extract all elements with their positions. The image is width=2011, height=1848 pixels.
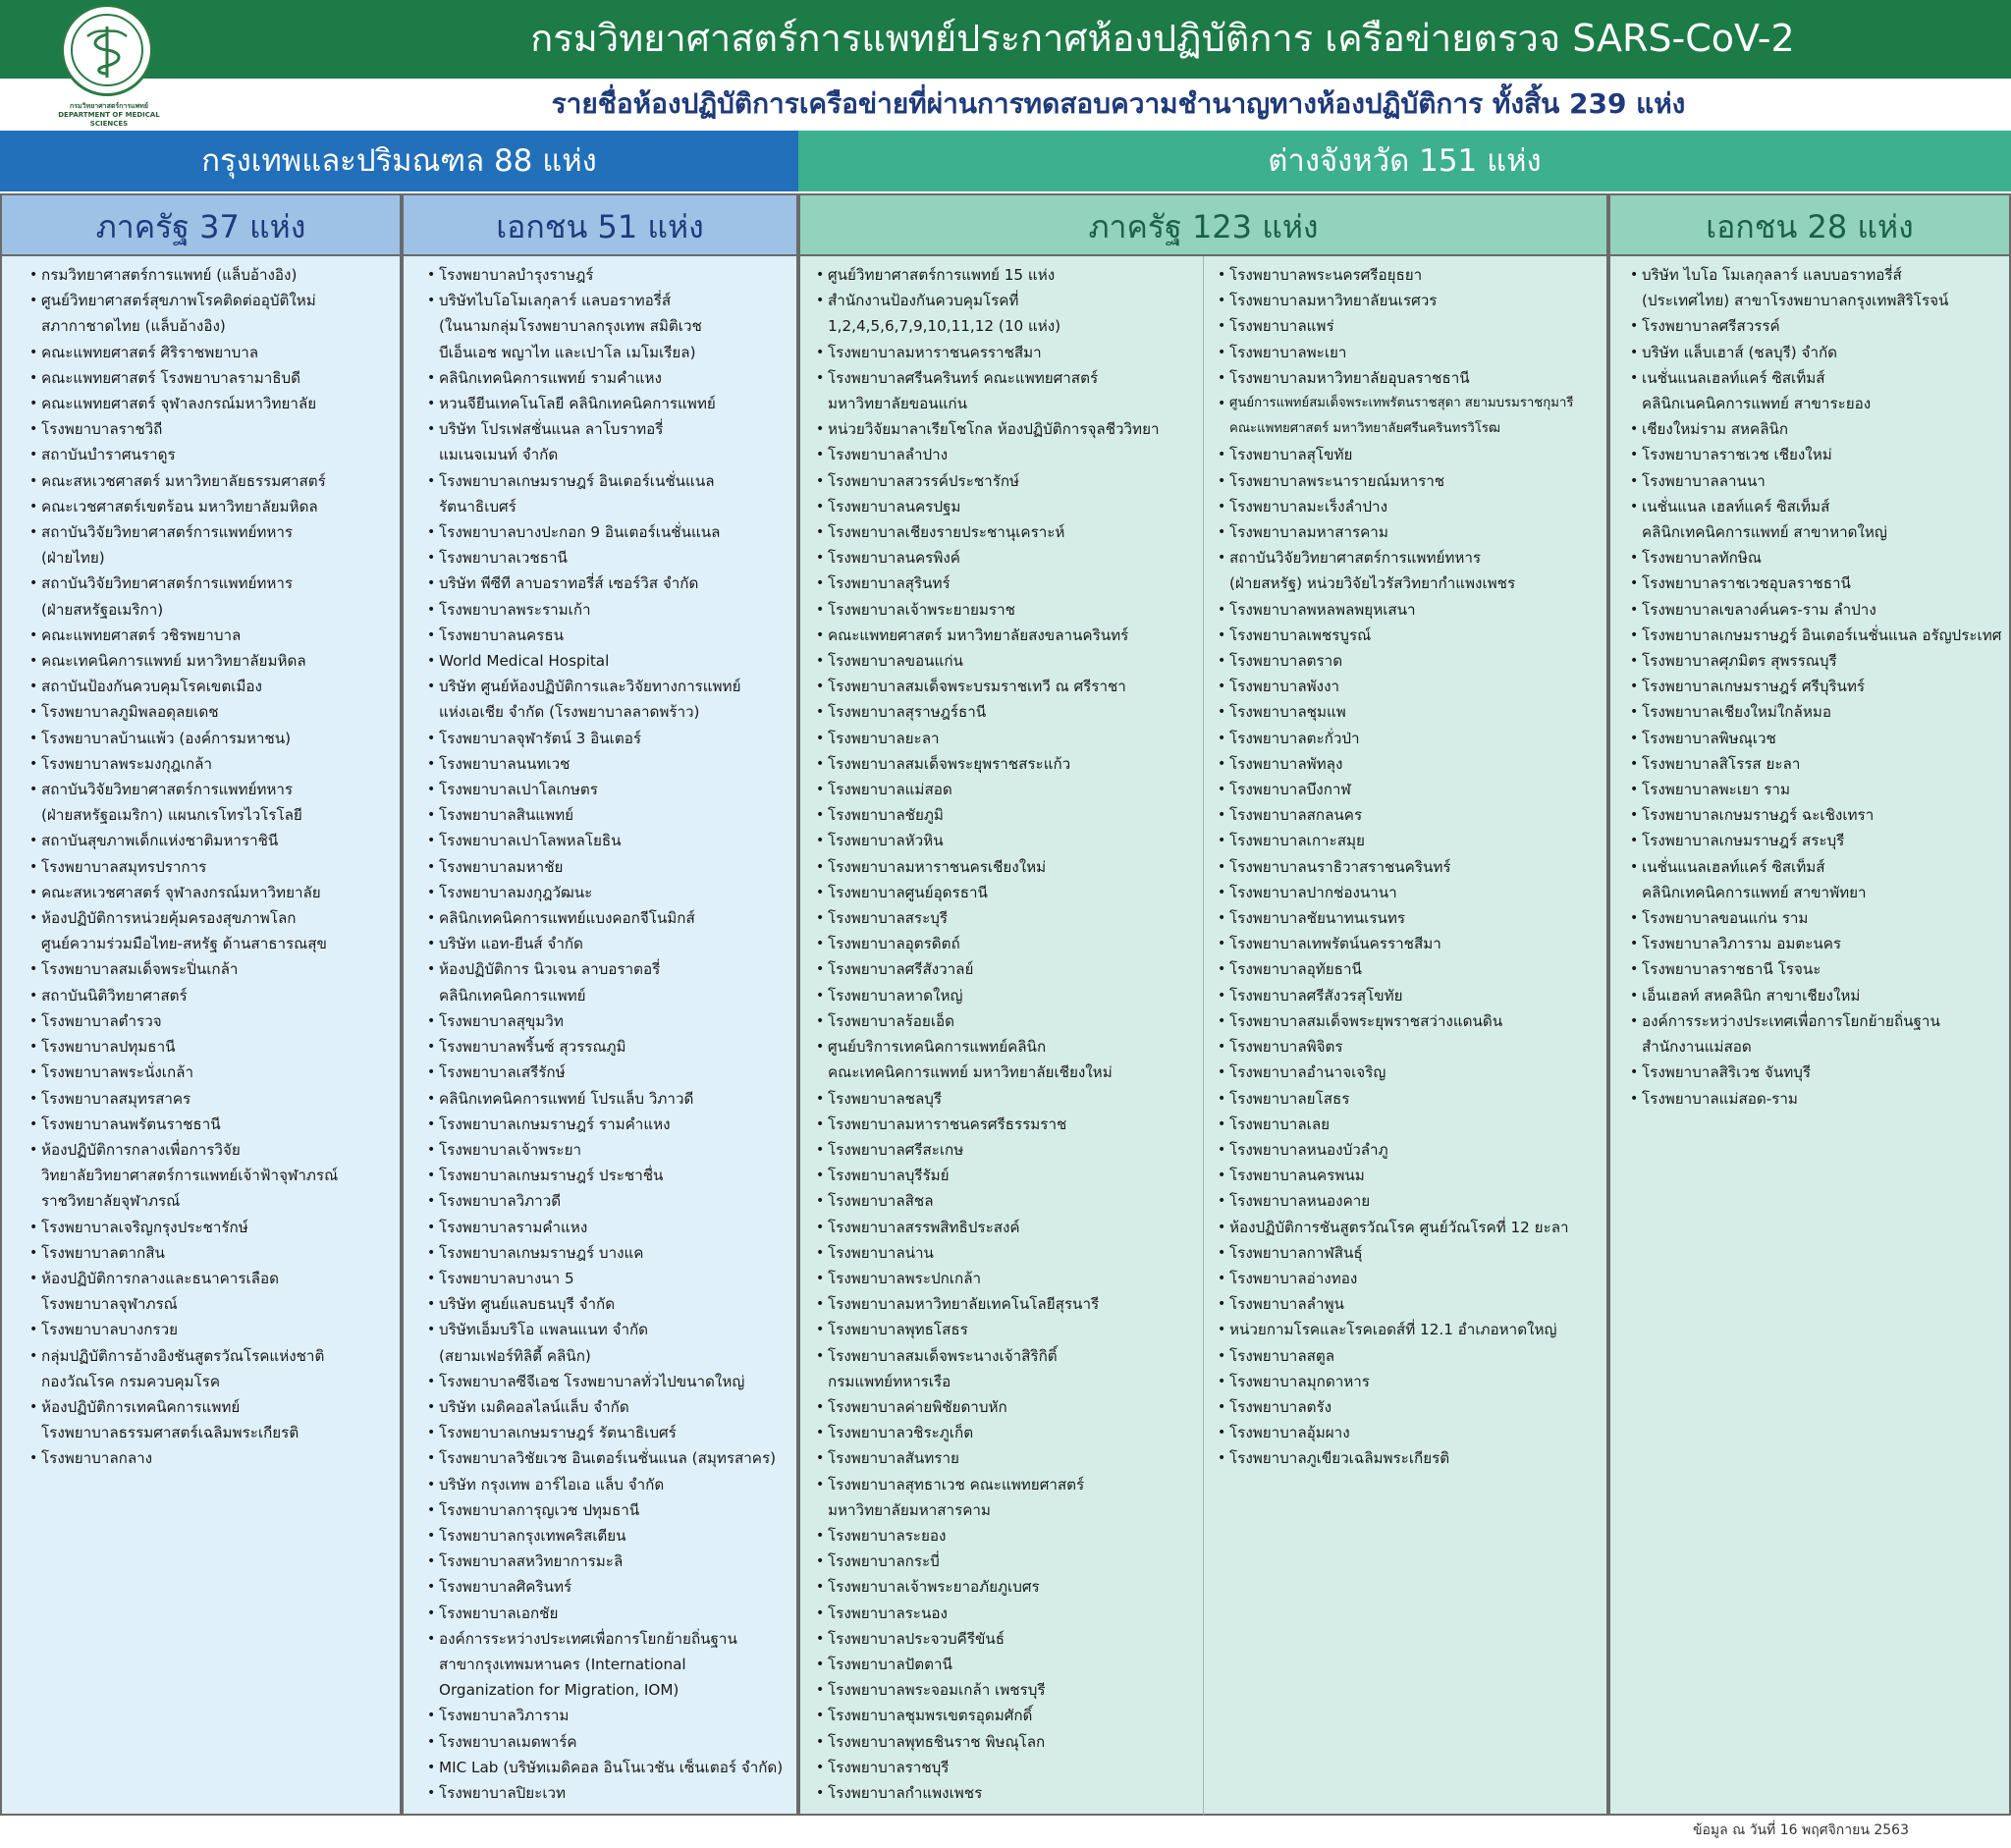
lab-list-item: • โรงพยาบาลพิจิตร	[1204, 1034, 1601, 1060]
lab-list-item: • โรงพยาบาลซีจีเอช โรงพยาบาลทั่วไปขนาดใหญ่	[404, 1369, 790, 1394]
lab-list-item: • ห้องปฏิบัติการชันสูตรวัณโรค ศูนย์วัณโรคที่ 12 ยะลา	[1204, 1215, 1601, 1240]
lab-list-item: • โรงพยาบาลบางนา 5	[404, 1266, 790, 1291]
lab-list-item: • บริษัท ศูนย์แลบธนบุรี จำกัด	[404, 1291, 790, 1317]
lab-list-item: • โรงพยาบาลเกษมราษฎร์ ฉะเชิงเทรา	[1610, 802, 2003, 828]
lab-list-item: • บริษัท กรุงเทพ อาร์ไอเอ แล็บ จำกัด	[404, 1472, 790, 1497]
lab-list-item: • โรงพยาบาลเสรีรักษ์	[404, 1060, 790, 1085]
lab-list-item: • สถาบันวิจัยวิทยาศาสตร์การแพทย์ทหาร (ฝ่ายสหรัฐอเมริกา) แผนกเรโทรไวโรโลยี	[2, 777, 394, 828]
bangkok-private-column	[402, 256, 798, 1816]
lab-list-item: • คณะแพทยศาสตร์ โรงพยาบาลรามาธิบดี	[2, 365, 394, 391]
lab-list-item: • โรงพยาบาลสรรพสิทธิประสงค์	[800, 1215, 1197, 1240]
lab-list-item: • โรงพยาบาลบำรุงราษฎร์	[404, 262, 790, 288]
lab-list-item: • โรงพยาบาลวิภาราม อมตะนคร	[1610, 931, 2003, 956]
lab-list-item: • โรงพยาบาลกำแพงเพชร	[800, 1780, 1197, 1806]
lab-list-item: • โรงพยาบาลบุรีรัมย์	[800, 1163, 1197, 1188]
lab-list-item: • โรงพยาบาลเกษมราษฎร์ อินเตอร์เนชั่นแนล อรัญประเทศ	[1610, 623, 2003, 648]
lab-list-item: • โรงพยาบาลมงกุฎวัฒนะ	[404, 880, 790, 905]
lab-list-item: • โรงพยาบาลพระนั่งเกล้า	[2, 1060, 394, 1085]
lab-list-item: • โรงพยาบาลเชียงใหม่ใกล้หมอ	[1610, 699, 2003, 725]
provinces-public-column-left	[798, 256, 1204, 1816]
lab-list-item: • องค์การระหว่างประเทศเพื่อการโยกย้ายถิ่นฐาน สำนักงานแม่สอด	[1610, 1008, 2003, 1060]
lab-list-item: • คณะแพทยศาสตร์ จุฬาลงกรณ์มหาวิทยาลัย	[2, 391, 394, 416]
lab-list-item: • บริษัท เมดิคอลไลน์แล็บ จำกัด	[404, 1394, 790, 1420]
lab-list-item: • โรงพยาบาลเชียงรายประชานุเคราะห์	[800, 519, 1197, 545]
lab-list-item: • โรงพยาบาลบ้านแพ้ว (องค์การมหาชน)	[2, 726, 394, 751]
lab-list-item: • โรงพยาบาลนครพนม	[1204, 1163, 1601, 1188]
lab-list-item: • โรงพยาบาลศูนย์อุดรธานี	[800, 880, 1197, 905]
lab-list-item: • โรงพยาบาลวิชัยเวช อินเตอร์เนชั่นแนล (สมุทรสาคร)	[404, 1445, 790, 1471]
lab-list-item: • โรงพยาบาลบึงกาฬ	[1204, 777, 1601, 802]
lab-list-item: • โรงพยาบาลสมเด็จพระยุพราชสระแก้ว	[800, 751, 1197, 777]
lab-list-item: • โรงพยาบาลลำปาง	[800, 442, 1197, 467]
lab-list-item: • คลินิกเทคนิคการแพทย์ รามคำแหง	[404, 365, 790, 391]
lab-list-item: • โรงพยาบาลนครปฐม	[800, 494, 1197, 519]
lab-list-item: • โรงพยาบาลทักษิณ	[1610, 545, 2003, 571]
lab-list-item: • คณะเทคนิคการแพทย์ มหาวิทยาลัยมหิดล	[2, 648, 394, 674]
lab-list-item: • โรงพยาบาลเกาะสมุย	[1204, 828, 1601, 853]
sector-provinces-public-header: ภาครัฐ 123 แห่ง	[798, 193, 1608, 256]
lab-list-item: • โรงพยาบาลเมดพาร์ค	[404, 1729, 790, 1755]
lab-list-item: • โรงพยาบาลร้อยเอ็ด	[800, 1008, 1197, 1034]
lab-list-item: • โรงพยาบาลราชเวช เชียงใหม่	[1610, 442, 2003, 467]
lab-list-item: • สถาบันบำราศนราดูร	[2, 442, 394, 467]
region-bangkok-header: กรุงเทพและปริมณฑล 88 แห่ง	[0, 131, 798, 191]
lab-list-item: • โรงพยาบาลพระนารายณ์มหาราช	[1204, 468, 1601, 494]
lab-list-item: • โรงพยาบาลชุมแพ	[1204, 699, 1601, 725]
lab-list-item: • โรงพยาบาลสระบุรี	[800, 905, 1197, 931]
lab-list-item: • โรงพยาบาลมะเร็งลำปาง	[1204, 494, 1601, 519]
lab-list-item: • สถาบันป้องกันควบคุมโรคเขตเมือง	[2, 674, 394, 699]
lab-list-item: • สถาบันวิจัยวิทยาศาสตร์การแพทย์ทหาร (ฝ่ายสหรัฐ) หน่วยวิจัยไวรัสวิทยากำแพงเพชร	[1204, 545, 1601, 596]
lab-list-item: • โรงพยาบาลปากช่องนานา	[1204, 880, 1601, 905]
lab-list-item: • เนชั่นแนล เฮลท์แคร์ ซิสเท็มส์ คลินิกเทคนิคการแพทย์ สาขาหาดใหญ่	[1610, 494, 2003, 545]
lab-list-item: • โรงพยาบาลมหาวิทยาลัยเทคโนโลยีสุรนารี	[800, 1291, 1197, 1317]
lab-list-item: • โรงพยาบาลปทุมธานี	[2, 1034, 394, 1060]
lab-list-item: • โรงพยาบาลราชเวชอุบลราชธานี	[1610, 571, 2003, 596]
lab-list-item: • ศูนย์การแพทย์สมเด็จพระเทพรัตนราชสุดา สยามบรมราชกุมารี คณะแพทยศาสตร์ มหาวิทยาลัยศรีนครินทรวิโรฒ	[1204, 391, 1601, 442]
lab-list-item: • เนชั่นแนลเฮลท์แคร์ ซิสเท็มส์ คลินิกเนคนิคการแพทย์ สาขาระยอง	[1610, 365, 2003, 416]
lab-list-item: • โรงพยาบาลขอนแก่น ราม	[1610, 905, 2003, 931]
lab-list-item: • โรงพยาบาลอุตรดิตถ์	[800, 931, 1197, 956]
lab-list-item: • โรงพยาบาลเขลางค์นคร-ราม ลำปาง	[1610, 597, 2003, 623]
bangkok-public-column	[0, 256, 402, 1816]
lab-list-item: • โรงพยาบาลน่าน	[800, 1240, 1197, 1266]
lab-list-item: • โรงพยาบาลกรุงเทพคริสเตียน	[404, 1523, 790, 1549]
lab-list-item: • MIC Lab (บริษัทเมดิคอล อินโนเวชัน เซ็นเตอร์ จำกัด)	[404, 1755, 790, 1780]
lab-list-item: • คณะสหเวชศาสตร์ มหาวิทยาลัยธรรมศาสตร์	[2, 468, 394, 494]
lab-list-item: • หน่วยวิจัยมาลาเรียโชโกล ห้องปฏิบัติการจุลชีววิทยา	[800, 416, 1197, 442]
lab-list-item: • โรงพยาบาลสตูล	[1204, 1343, 1601, 1369]
lab-list-item: • โรงพยาบาลนครธน	[404, 623, 790, 648]
lab-list-item: • คลินิกเทคนิคการแพทย์แบงคอกจีโนมิกส์	[404, 905, 790, 931]
lab-list-item: • โรงพยาบาลเกษมราษฎร์ รัตนาธิเบศร์	[404, 1420, 790, 1445]
lab-list-item: • โรงพยาบาลเปาโลเกษตร	[404, 777, 790, 802]
lab-list-item: • โรงพยาบาลบางกรวย	[2, 1317, 394, 1342]
sector-provinces-private-header: เอกชน 28 แห่ง	[1608, 193, 2011, 256]
lab-list-item: • โรงพยาบาลตำรวจ	[2, 1008, 394, 1034]
logo-caption: กรมวิทยาศาสตร์การแพทย์ DEPARTMENT OF MEDICAL SCIENCES	[58, 102, 160, 128]
lab-list-item: • ศูนย์วิทยาศาสตร์การแพทย์ 15 แห่ง	[800, 262, 1197, 288]
lab-list-item: • ห้องปฏิบัติการ นิวเจน ลาบอราตอรี่ คลินิกเทคนิคการแพทย์	[404, 956, 790, 1007]
lab-list-item: • โรงพยาบาลสมุทรปราการ	[2, 854, 394, 880]
lab-list-item: • โรงพยาบาลปัตตานี	[800, 1652, 1197, 1677]
lab-list-item: • โรงพยาบาลอ่างทอง	[1204, 1266, 1601, 1291]
lab-list-item: • โรงพยาบาลอุทัยธานี	[1204, 956, 1601, 982]
lab-list-item: • โรงพยาบาลแพร่	[1204, 313, 1601, 339]
lab-list-item: • โรงพยาบาลขอนแก่น	[800, 648, 1197, 674]
lab-list-item: • โรงพยาบาลกระบี่	[800, 1549, 1197, 1574]
lab-list-item: • โรงพยาบาลพิษณุเวช	[1610, 726, 2003, 751]
lab-list-item: • โรงพยาบาลวิภาราม	[404, 1703, 790, 1728]
lab-list-item: • คลินิกเทคนิคการแพทย์ โปรแล็บ วิภาวดี	[404, 1086, 790, 1112]
data-date-note: ข้อมูล ณ วันที่ 16 พฤศจิกายน 2563	[1692, 1822, 1909, 1838]
lab-list-item: • ห้องปฏิบัติการหน่วยคุ้มครองสุขภาพโลก ศูนย์ความร่วมมือไทย-สหรัฐ ด้านสาธารณสุข	[2, 905, 394, 956]
lab-list-item: • โรงพยาบาลพริ้นซ์ สุวรรณภูมิ	[404, 1034, 790, 1060]
lab-list-item: • โรงพยาบาลมหาชัย	[404, 854, 790, 880]
lab-list-item: • โรงพยาบาลพระมงกุฎเกล้า	[2, 751, 394, 777]
lab-list-item: • โรงพยาบาลราชวิถี	[2, 416, 394, 442]
lab-list-item: • สถาบันวิจัยวิทยาศาสตร์การแพทย์ทหาร (ฝ่ายสหรัฐอเมริกา)	[2, 571, 394, 622]
lab-list-item: • กรมวิทยาศาสตร์การแพทย์ (แล็บอ้างอิง)	[2, 262, 394, 288]
lab-list-item: • โรงพยาบาลนราธิวาสราชนครินทร์	[1204, 854, 1601, 880]
lab-list-item: • โรงพยาบาลรามคำแหง	[404, 1215, 790, 1240]
lab-list-item: • โรงพยาบาลการุญเวช ปทุมธานี	[404, 1497, 790, 1523]
lab-list-item: • โรงพยาบาลสมเด็จพระบรมราชเทวี ณ ศรีราชา	[800, 674, 1197, 699]
lab-list-item: • โรงพยาบาลนพรัตนราชธานี	[2, 1112, 394, 1137]
sector-bangkok-private-header: เอกชน 51 แห่ง	[402, 193, 798, 256]
page-subtitle: รายชื่อห้องปฏิบัติการเครือข่ายที่ผ่านการทดสอบความชำนาญทางห้องปฏิบัติการ ทั้งสิ้น 239 แห่ง	[551, 87, 1686, 120]
header-bar	[0, 0, 2011, 79]
lab-list-item: • โรงพยาบาลหัวหิน	[800, 828, 1197, 853]
lab-list-item: • ศูนย์วิทยาศาสตร์สุขภาพโรคติดต่ออุบัติใหม่ สภากาชาดไทย (แล็บอ้างอิง)	[2, 288, 394, 339]
lab-list-item: • โรงพยาบาลราชธานี โรจนะ	[1610, 956, 2003, 982]
lab-list-item: • โรงพยาบาลสิชล	[800, 1188, 1197, 1214]
lab-list-item: • ศูนย์บริการเทคนิคการแพทย์คลินิก คณะเทคนิคการแพทย์ มหาวิทยาลัยเชียงใหม่	[800, 1034, 1197, 1085]
lab-list-item: • บริษัท ศูนย์ห้องปฏิบัติการและวิจัยทางการแพทย์ แห่งเอเชีย จำกัด (โรงพยาบาลลาดพร้าว)	[404, 674, 790, 725]
lab-list-item: • โรงพยาบาลศรีนครินทร์ คณะแพทยศาสตร์ มหาวิทยาลัยขอนแก่น	[800, 365, 1197, 416]
lab-list-item: • โรงพยาบาลมหาสารคาม	[1204, 519, 1601, 545]
lab-list-item: • โรงพยาบาลระยอง	[800, 1523, 1197, 1549]
lab-list-item: • โรงพยาบาลตราด	[1204, 648, 1601, 674]
lab-list-item: • โรงพยาบาลสินแพทย์	[404, 802, 790, 828]
lab-list-item: • โรงพยาบาลบางปะกอก 9 อินเตอร์เนชั่นแนล	[404, 519, 790, 545]
lab-list-item: • โรงพยาบาลพังงา	[1204, 674, 1601, 699]
lab-list-item: • โรงพยาบาลศุภมิตร สุพรรณบุรี	[1610, 648, 2003, 674]
lab-list-item: • โรงพยาบาลหนองคาย	[1204, 1188, 1601, 1214]
lab-list-item: • โรงพยาบาลค่ายพิชัยดาบหัก	[800, 1394, 1197, 1420]
lab-list-item: • โรงพยาบาลแม่สอด-ราม	[1610, 1086, 2003, 1112]
sector-bangkok-public-header: ภาครัฐ 37 แห่ง	[0, 193, 402, 256]
lab-list-item: • ห้องปฏิบัติการกลางและธนาคารเลือด โรงพยาบาลจุฬาภรณ์	[2, 1266, 394, 1317]
lab-list-item: • โรงพยาบาลกลาง	[2, 1445, 394, 1471]
lab-list-item: • สถาบันนิติวิทยาศาสตร์	[2, 983, 394, 1008]
lab-list-item: • คณะแพทยศาสตร์ ศิริราชพยาบาล	[2, 340, 394, 365]
lab-list-item: • โรงพยาบาลสวรรค์ประชารักษ์	[800, 468, 1197, 494]
lab-list-item: • โรงพยาบาลอำนาจเจริญ	[1204, 1060, 1601, 1085]
lab-list-item: • โรงพยาบาลสมุทรสาคร	[2, 1086, 394, 1112]
lab-list-item: • โรงพยาบาลสุโขทัย	[1204, 442, 1601, 467]
lab-list-item: • สำนักงานป้องกันควบคุมโรคที่ 1,2,4,5,6,7,9,10,11,12 (10 แห่ง)	[800, 288, 1197, 339]
lab-list-item: • โรงพยาบาลตรัง	[1204, 1394, 1601, 1420]
lab-list-item: • โรงพยาบาลมหาวิทยาลัยนเรศวร	[1204, 288, 1601, 313]
lab-list-item: • โรงพยาบาลมหาราชนครศรีธรรมราช	[800, 1112, 1197, 1137]
lab-list-item: • คณะสหเวชศาสตร์ จุฬาลงกรณ์มหาวิทยาลัย	[2, 880, 394, 905]
lab-list-item: • โรงพยาบาลศรีสังวาลย์	[800, 956, 1197, 982]
lab-list-item: • โรงพยาบาลจุฬารัตน์ 3 อินเตอร์	[404, 726, 790, 751]
lab-list-item: • โรงพยาบาลมหาราชนครราชสีมา	[800, 340, 1197, 365]
lab-list-item: • โรงพยาบาลเพชรบูรณ์	[1204, 623, 1601, 648]
provinces-private-column	[1608, 256, 2011, 1816]
lab-list-item: • โรงพยาบาลพะเยา ราม	[1610, 777, 2003, 802]
lab-list-item: • บริษัท พีซีที ลาบอราทอรี่ส์ เซอร์วิส จำกัด	[404, 571, 790, 596]
lab-list-item: • โรงพยาบาลสุทธาเวช คณะแพทยศาสตร์ มหาวิทยาลัยมหาสารคาม	[800, 1472, 1197, 1523]
lab-list-item: • โรงพยาบาลมหาวิทยาลัยอุบลราชธานี	[1204, 365, 1601, 391]
page-title: กรมวิทยาศาสตร์การแพทย์ประกาศห้องปฏิบัติการ เครือข่ายตรวจ SARS-CoV-2	[530, 17, 1795, 60]
lab-list-item: • โรงพยาบาลเวชธานี	[404, 545, 790, 571]
lab-list-item: • โรงพยาบาลชัยภูมิ	[800, 802, 1197, 828]
lab-list-item: • เนชั่นแนลเฮลท์แคร์ ซิสเท็มส์ คลินิกเทคนิคการแพทย์ สาขาพัทยา	[1610, 854, 2003, 905]
lab-list-item: • สถาบันสุขภาพเด็กแห่งชาติมหาราชินี	[2, 828, 394, 853]
lab-list-item: • หน่วยกามโรคและโรคเอดส์ที่ 12.1 อำเภอหาดใหญ่	[1204, 1317, 1601, 1342]
lab-list-item: • โรงพยาบาลระนอง	[800, 1601, 1197, 1626]
lab-list-item: • โรงพยาบาลภูมิพลอดุลยเดช	[2, 699, 394, 725]
lab-list-item: • เชียงใหม่ราม สหคลินิก	[1610, 416, 2003, 442]
lab-list-item: • บริษัทเอ็มบริโอ แพลนแนท จำกัด (สยามเฟอร์ทิลิตี้ คลินิก)	[404, 1317, 790, 1368]
lab-list-item: • คณะเวชศาสตร์เขตร้อน มหาวิทยาลัยมหิดล	[2, 494, 394, 519]
lab-list-item: • โรงพยาบาลชุมพรเขตรอุดมศักดิ์	[800, 1703, 1197, 1728]
lab-list-item: • โรงพยาบาลศรีสวรรค์	[1610, 313, 2003, 339]
lab-list-item: • โรงพยาบาลเจ้าพระยา	[404, 1137, 790, 1163]
lab-list-item: • โรงพยาบาลภูเขียวเฉลิมพระเกียรติ	[1204, 1445, 1601, 1471]
lab-list-item: • โรงพยาบาลพระรามเก้า	[404, 597, 790, 623]
lab-list-item: • โรงพยาบาลพุทธชินราช พิษณุโลก	[800, 1729, 1197, 1755]
lab-list-item: • โรงพยาบาลเลย	[1204, 1112, 1601, 1137]
lab-list-item: • สถาบันวิจัยวิทยาศาสตร์การแพทย์ทหาร (ฝ่ายไทย)	[2, 519, 394, 571]
lab-list-item: • โรงพยาบาลสมเด็จพระยุพราชสว่างแดนดิน	[1204, 1008, 1601, 1034]
lab-list-item: • องค์การระหว่างประเทศเพื่อการโยกย้ายถิ่นฐาน สาขากรุงเทพมหานคร (International Organization for Migration, IOM)	[404, 1626, 790, 1704]
lab-list-item: • หวนจียีนเทคโนโลยี คลินิกเทคนิคการแพทย์	[404, 391, 790, 416]
lab-list-item: • โรงพยาบาลสมเด็จพระนางเจ้าสิริกิติ์ กรมแพทย์ทหารเรือ	[800, 1343, 1197, 1394]
lab-list-item: • โรงพยาบาลศรีสะเกษ	[800, 1137, 1197, 1163]
lab-list-item: • โรงพยาบาลพหลพลพยุหเสนา	[1204, 597, 1601, 623]
lab-list-item: • โรงพยาบาลเกษมราษฎร์ รามคำแหง	[404, 1112, 790, 1137]
lab-list-item: • โรงพยาบาลพุทธโสธร	[800, 1317, 1197, 1342]
lab-list-item: • บริษัท ไบโอ โมเลกุลลาร์ แลบบอราทอรี่ส์ (ประเทศไทย) สาขาโรงพยาบาลกรุงเทพสิริโรจน์	[1610, 262, 2003, 313]
lab-list-item: • เอ็นเฮลท์ สหคลินิก สาขาเชียงใหม่	[1610, 983, 2003, 1008]
lab-list-item: • ห้องปฏิบัติการกลางเพื่อการวิจัย วิทยาลัยวิทยาศาสตร์การแพทย์เจ้าฟ้าจุฬาภรณ์ ราชวิทยาลัยจุฬาภรณ์	[2, 1137, 394, 1215]
lab-list-item: • โรงพยาบาลแม่สอด	[800, 777, 1197, 802]
lab-list-item: • โรงพยาบาลปิยะเวท	[404, 1780, 790, 1806]
lab-list-item: • โรงพยาบาลเปาโลพหลโยธิน	[404, 828, 790, 853]
lab-list-item: • คณะแพทยศาสตร์ มหาวิทยาลัยสงขลานครินทร์	[800, 623, 1197, 648]
lab-list-item: • โรงพยาบาลนครพิงค์	[800, 545, 1197, 571]
lab-list-item: • โรงพยาบาลวชิระภูเก็ต	[800, 1420, 1197, 1445]
lab-list-item: • โรงพยาบาลยะลา	[800, 726, 1197, 751]
lab-list-item: • โรงพยาบาลมุกดาหาร	[1204, 1369, 1601, 1394]
lab-list-item: • โรงพยาบาลหนองบัวลำภู	[1204, 1137, 1601, 1163]
lab-list-item: • โรงพยาบาลสันทราย	[800, 1445, 1197, 1471]
lab-list-item: • บริษัท แล็บเฮาส์ (ชลบุรี) จำกัด	[1610, 340, 2003, 365]
lab-list-item: • โรงพยาบาลตากสิน	[2, 1240, 394, 1266]
lab-list-item: • โรงพยาบาลยโสธร	[1204, 1086, 1601, 1112]
lab-list-item: • โรงพยาบาลสหวิทยาการมะลิ	[404, 1549, 790, 1574]
lab-list-item: • โรงพยาบาลเกษมราษฎร์ อินเตอร์เนชั่นแนล รัตนาธิเบศร์	[404, 468, 790, 519]
lab-list-item: • โรงพยาบาลเจริญกรุงประชารักษ์	[2, 1215, 394, 1240]
lab-list-item: • โรงพยาบาลนนทเวช	[404, 751, 790, 777]
lab-list-item: • โรงพยาบาลสิริเวช จันทบุรี	[1610, 1060, 2003, 1085]
lab-list-item: • โรงพยาบาลอุ้มผาง	[1204, 1420, 1601, 1445]
dms-logo-icon	[61, 4, 153, 96]
lab-list-item: • โรงพยาบาลกาฬสินธุ์	[1204, 1240, 1601, 1266]
lab-list-item: • โรงพยาบาลชัยนาทนเรนทร	[1204, 905, 1601, 931]
lab-list-item: • โรงพยาบาลพะเยา	[1204, 340, 1601, 365]
lab-list-item: • World Medical Hospital	[404, 648, 790, 674]
lab-list-item: • โรงพยาบาลหาดใหญ่	[800, 983, 1197, 1008]
lab-list-item: • โรงพยาบาลเกษมราษฎร์ สระบุรี	[1610, 828, 2003, 853]
lab-list-item: • โรงพยาบาลสุรินทร์	[800, 571, 1197, 596]
lab-list-item: • โรงพยาบาลลำพูน	[1204, 1291, 1601, 1317]
region-provinces-header: ต่างจังหวัด 151 แห่ง	[798, 131, 2011, 191]
lab-list-item: • บริษัท โปรเฟสชั่นแนล ลาโบราทอรี่ แมเนจเมนท์ จำกัด	[404, 416, 790, 467]
lab-list-item: • โรงพยาบาลวิภาวดี	[404, 1188, 790, 1214]
lab-list-item: • โรงพยาบาลพระนครศรีอยุธยา	[1204, 262, 1601, 288]
lab-list-item: • โรงพยาบาลศิครินทร์	[404, 1574, 790, 1600]
lab-list-item: • โรงพยาบาลสุราษฎร์ธานี	[800, 699, 1197, 725]
lab-list-item: • โรงพยาบาลมหาราชนครเชียงใหม่	[800, 854, 1197, 880]
lab-list-item: • โรงพยาบาลเจ้าพระยาอภัยภูเบศร	[800, 1574, 1197, 1600]
lab-list-item: • โรงพยาบาลพัทลุง	[1204, 751, 1601, 777]
lab-list-item: • โรงพยาบาลตะกั่วป่า	[1204, 726, 1601, 751]
lab-list-item: • โรงพยาบาลเอกชัย	[404, 1601, 790, 1626]
lab-list-item: • ห้องปฏิบัติการเทคนิคการแพทย์ โรงพยาบาลธรรมศาสตร์เฉลิมพระเกียรติ	[2, 1394, 394, 1445]
lab-list-item: • บริษัทไบโอโมเลกุลาร์ แลบอราทอรี่ส์ (ในนามกลุ่มโรงพยาบาลกรุงเทพ สมิติเวช บีเอ็นเอช พญาไท และเปาโล เมโมเรียล)	[404, 288, 790, 365]
lab-list-item: • โรงพยาบาลเกษมราษฎร์ ประชาชื่น	[404, 1163, 790, 1188]
lab-list-item: • โรงพยาบาลชลบุรี	[800, 1086, 1197, 1112]
lab-list-item: • โรงพยาบาลประจวบคีรีขันธ์	[800, 1626, 1197, 1652]
lab-list-item: • โรงพยาบาลเกษมราษฎร์ ศรีบุรินทร์	[1610, 674, 2003, 699]
lab-list-item: • กลุ่มปฏิบัติการอ้างอิงชันสูตรวัณโรคแห่งชาติ กองวัณโรค กรมควบคุมโรค	[2, 1343, 394, 1394]
lab-list-item: • โรงพยาบาลสิโรรส ยะลา	[1610, 751, 2003, 777]
lab-list-item: • โรงพยาบาลสกลนคร	[1204, 802, 1601, 828]
provinces-public-column-right	[1204, 256, 1608, 1816]
lab-list-item: • คณะแพทยศาสตร์ วชิรพยาบาล	[2, 623, 394, 648]
lab-list-item: • โรงพยาบาลราชบุรี	[800, 1755, 1197, 1780]
lab-list-item: • โรงพยาบาลสุขุมวิท	[404, 1008, 790, 1034]
lab-list-item: • โรงพยาบาลสมเด็จพระปิ่นเกล้า	[2, 956, 394, 982]
lab-list-item: • โรงพยาบาลศรีสังวรสุโขทัย	[1204, 983, 1601, 1008]
lab-list-item: • โรงพยาบาลเจ้าพระยายมราช	[800, 597, 1197, 623]
lab-list-item: • โรงพยาบาลเกษมราษฎร์ บางแค	[404, 1240, 790, 1266]
lab-list-item: • โรงพยาบาลเทพรัตน์นครราชสีมา	[1204, 931, 1601, 956]
lab-list-item: • บริษัท แอท-ยีนส์ จำกัด	[404, 931, 790, 956]
lab-list-item: • โรงพยาบาลพระปกเกล้า	[800, 1266, 1197, 1291]
lab-list-item: • โรงพยาบาลพระจอมเกล้า เพชรบุรี	[800, 1677, 1197, 1703]
lab-list-item: • โรงพยาบาลลานนา	[1610, 468, 2003, 494]
